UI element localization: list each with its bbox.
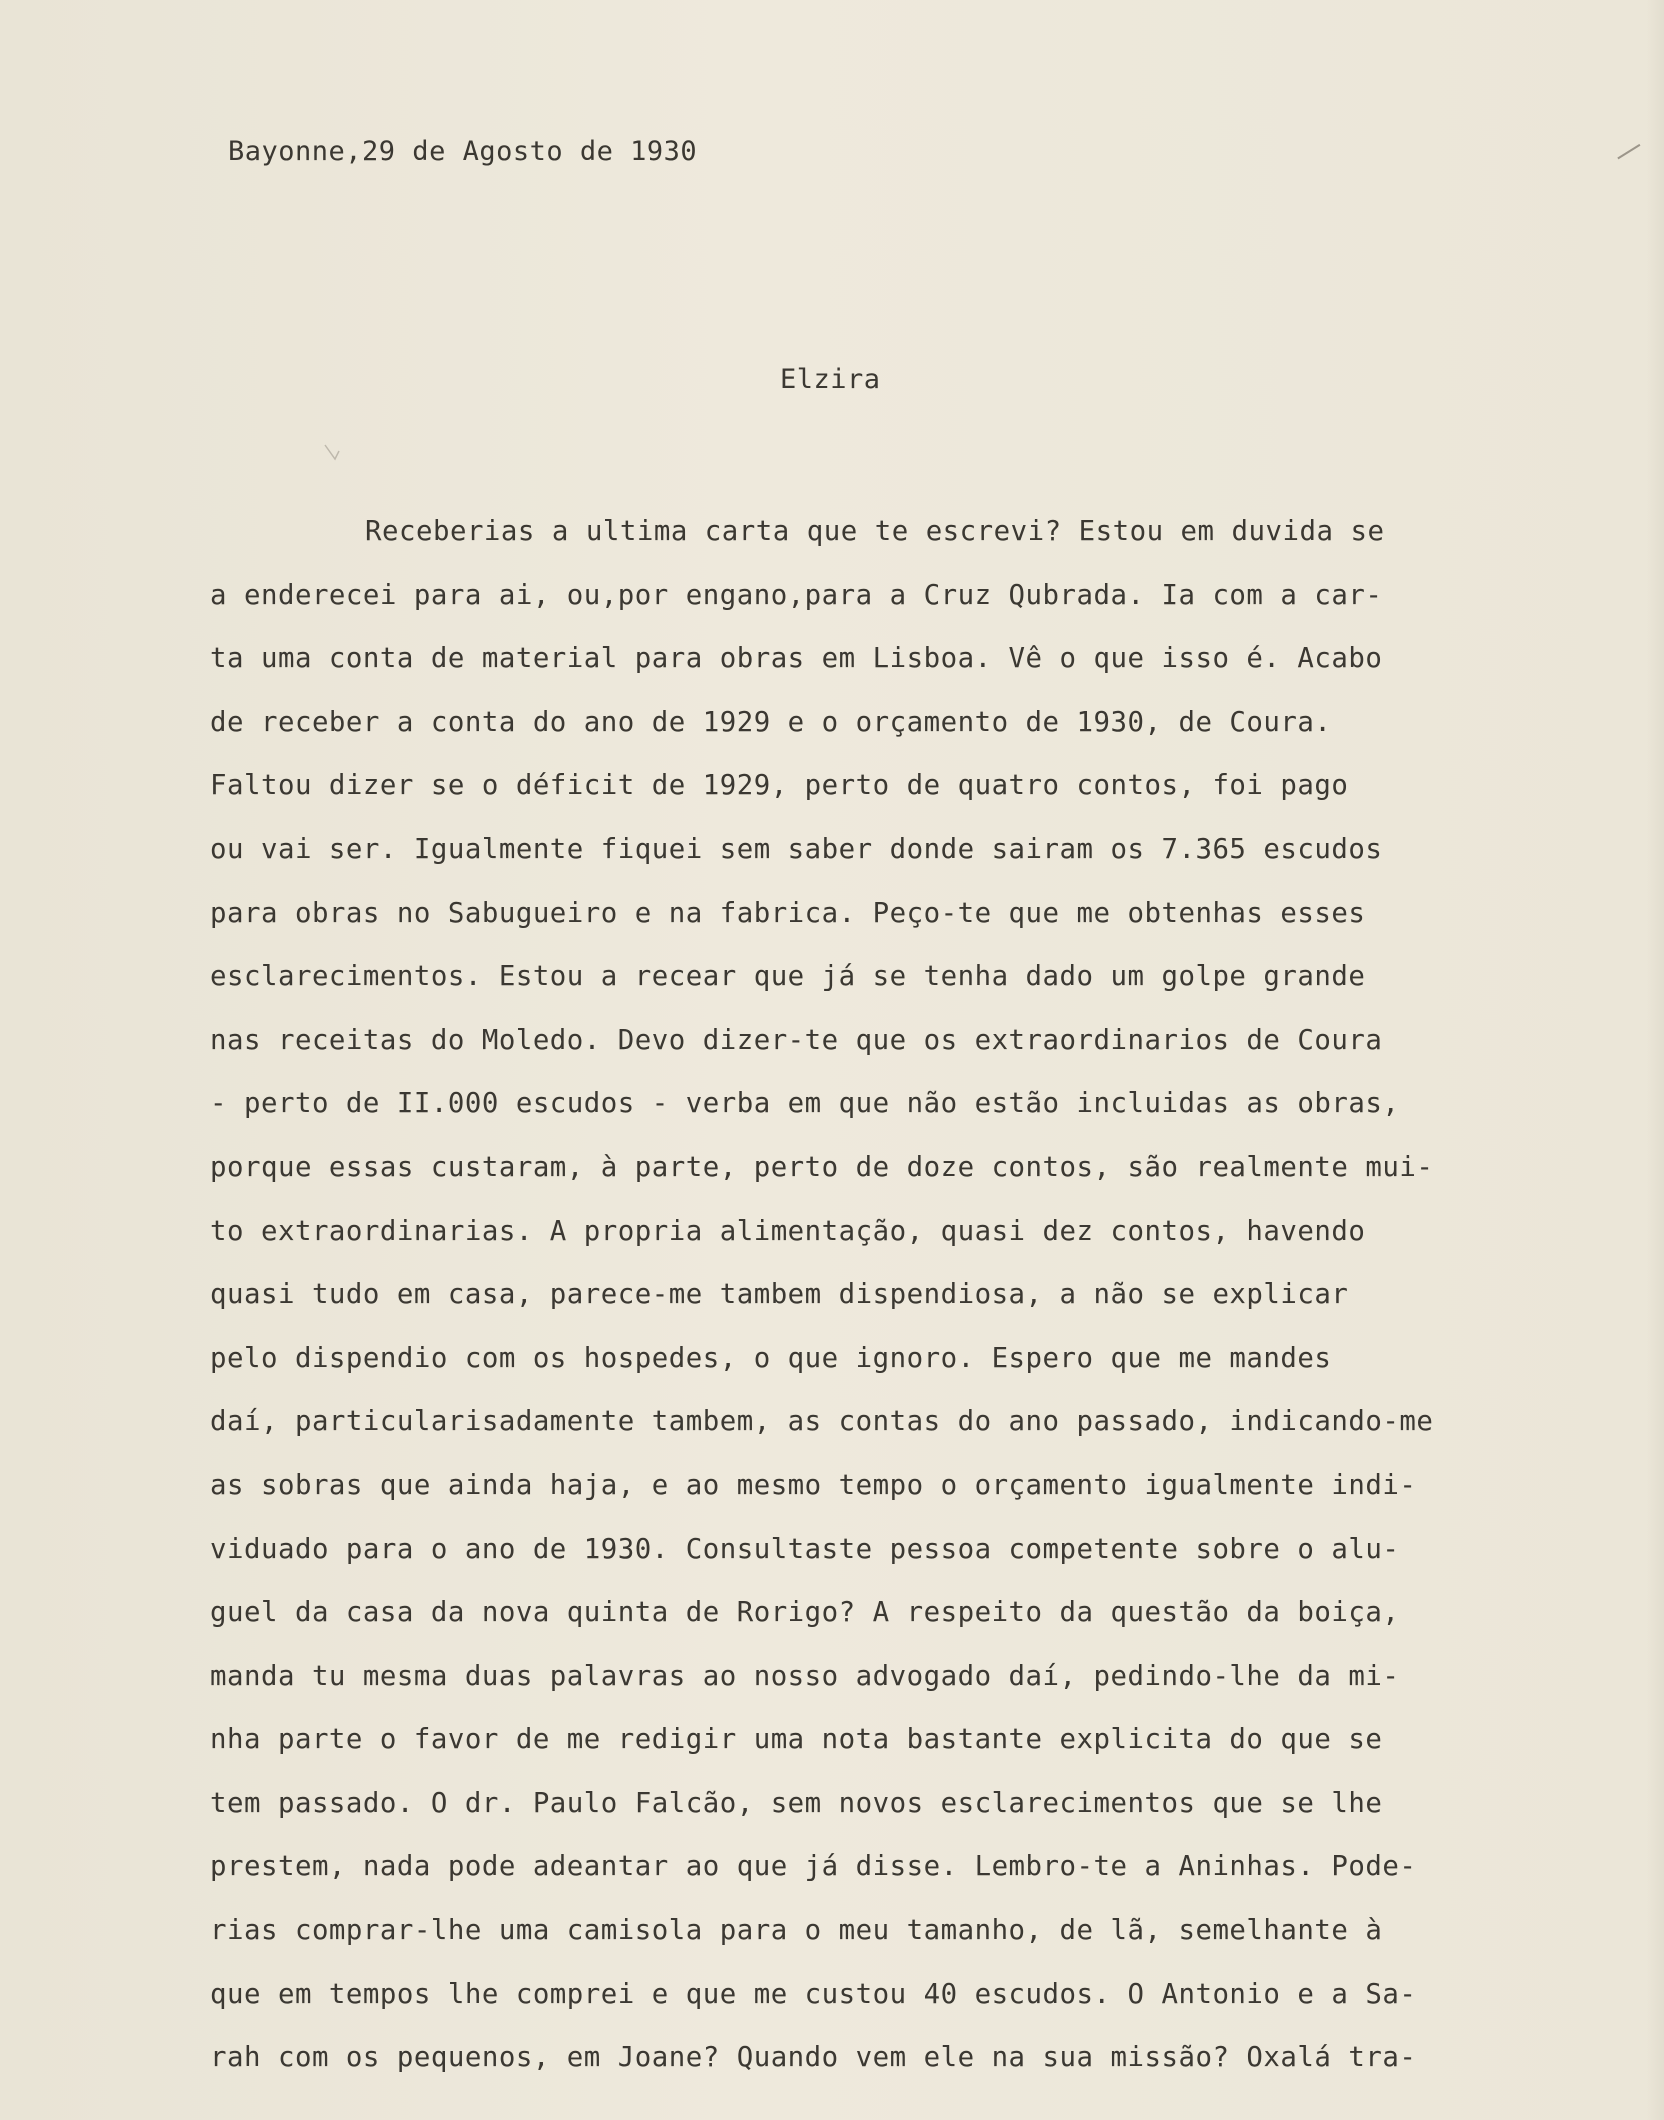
- letter-line: esclarecimentos. Estou a recear que já se tenha dado um golpe grande: [210, 961, 1366, 993]
- letter-line: a enderecei para ai, ou,por engano,para a Cruz Qubrada. Ia com a car-: [210, 579, 1383, 611]
- letter-line: quasi tudo em casa, parece-me tambem dispendiosa, a não se explicar: [210, 1279, 1349, 1311]
- page-edge-shadow: [1646, 0, 1664, 2120]
- letter-line: rah com os pequenos, em Joane? Quando vem ele na sua missão? Oxalá tra-: [210, 2042, 1417, 2074]
- letter-line: daí, particularisadamente tambem, as contas do ano passado, indicando-me: [210, 1406, 1434, 1438]
- letter-line: que em tempos lhe comprei e que me custou 40 escudos. O Antonio e a Sa-: [210, 1978, 1417, 2010]
- letter-line: to extraordinarias. A propria alimentação, quasi dez contos, havendo: [210, 1215, 1366, 1247]
- letter-line: manda tu mesma duas palavras ao nosso advogado daí, pedindo-lhe da mi-: [210, 1660, 1400, 1692]
- letter-line: nha parte o favor de me redigir uma nota bastante explicita do que se: [210, 1724, 1383, 1756]
- reverse-side-show-through: [0, 300, 1664, 366]
- letter-line: para obras no Sabugueiro e na fabrica. Peço-te que me obtenhas esses: [210, 897, 1366, 929]
- letter-line: viduado para o ano de 1930. Consultaste pessoa competente sobre o alu-: [210, 1533, 1400, 1565]
- letter-line: tem passado. O dr. Paulo Falcão, sem novos esclarecimentos que se lhe: [210, 1787, 1383, 1819]
- letter-salutation: Elzira: [780, 364, 881, 395]
- letter-body: [210, 500, 1620, 2090]
- letter-line: rias comprar-lhe uma camisola para o meu tamanho, de lã, semelhante à: [210, 1915, 1383, 1947]
- letter-line: - perto de II.000 escudos - verba em que não estão incluidas as obras,: [210, 1088, 1400, 1120]
- letter-line: prestem, nada pode adeantar ao que já disse. Lembro-te a Aninhas. Pode-: [210, 1851, 1417, 1883]
- letter-line: Faltou dizer se o déficit de 1929, perto de quatro contos, foi pago: [210, 770, 1349, 802]
- letter-line: ou vai ser. Igualmente fiquei sem saber donde sairam os 7.365 escudos: [210, 833, 1383, 865]
- letter-line: porque essas custaram, à parte, perto de doze contos, são realmente mui-: [210, 1151, 1434, 1183]
- pencil-check-mark: [321, 441, 343, 471]
- letter-line: pelo dispendio com os hospedes, o que ignoro. Espero que me mandes: [210, 1342, 1332, 1374]
- letter-line: ta uma conta de material para obras em Lisboa. Vê o que isso é. Acabo: [210, 643, 1383, 675]
- letter-date: Bayonne,29 de Agosto de 1930: [228, 136, 698, 167]
- letter-line: Receberias a ultima carta que te escrevi? Estou em duvida se: [365, 516, 1385, 547]
- letter-line: de receber a conta do ano de 1929 e o orçamento de 1930, de Coura.: [210, 706, 1332, 738]
- letter-line: nas receitas do Moledo. Devo dizer-te que os extraordinarios de Coura: [210, 1024, 1383, 1056]
- pencil-mark: [1617, 144, 1644, 166]
- letter-line: as sobras que ainda haja, e ao mesmo tempo o orçamento igualmente indi-: [210, 1469, 1417, 1501]
- letter-line: guel da casa da nova quinta de Rorigo? A respeito da questão da boiça,: [210, 1597, 1400, 1629]
